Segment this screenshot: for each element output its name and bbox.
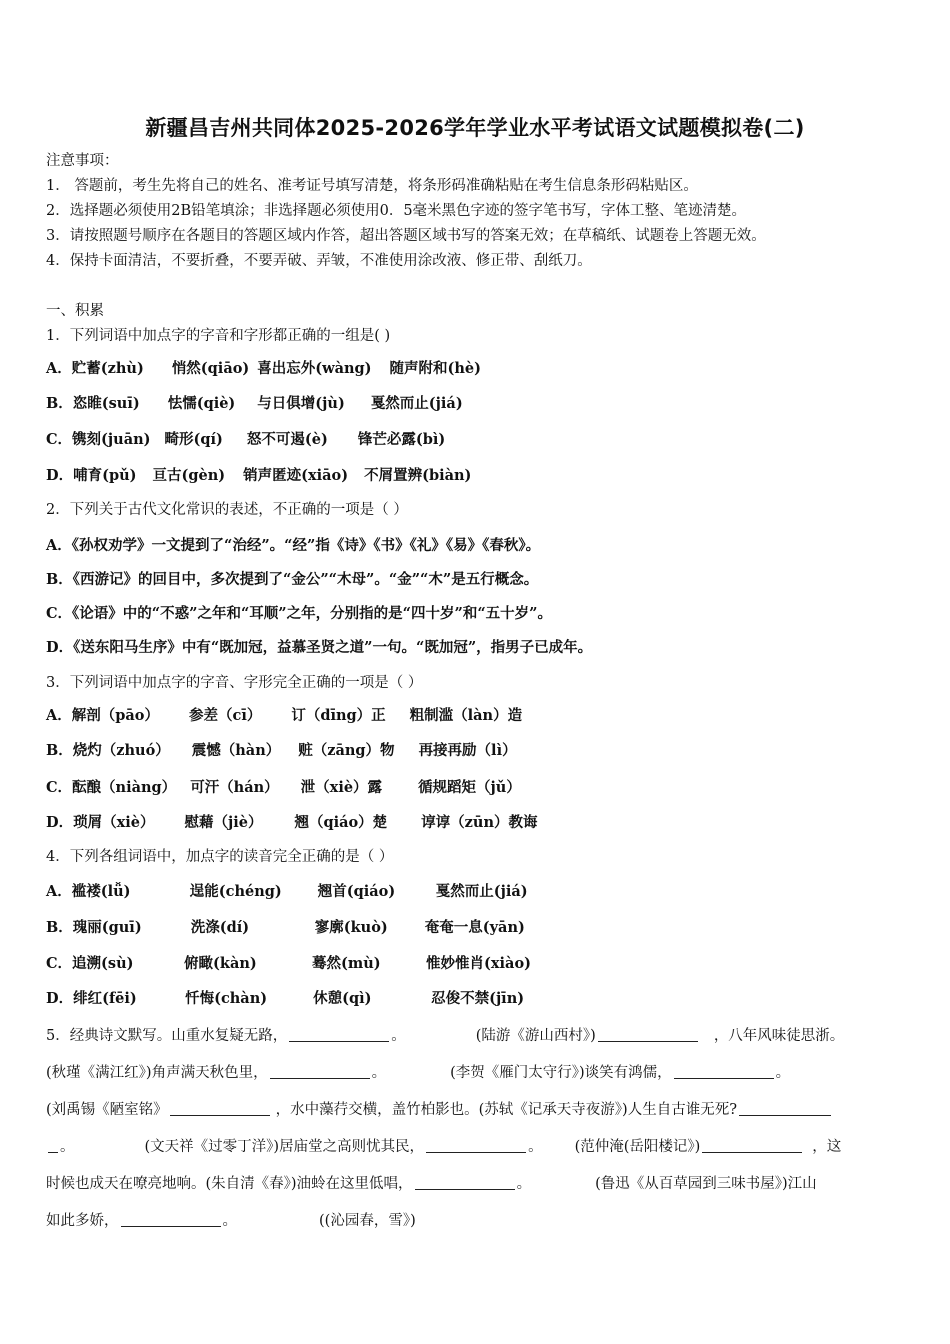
q5-text: (陆游《游山西村》) — [475, 1028, 596, 1044]
option-term: 泄（xiè）露 — [300, 779, 383, 796]
q4-option-b[interactable] — [46, 917, 525, 939]
option-term: 哺育(pǔ) — [73, 467, 137, 484]
answer-blank[interactable] — [289, 1027, 389, 1042]
option-term: 镌刻(juān) — [72, 431, 151, 448]
section-heading: 一、积累 — [46, 303, 104, 319]
option-letter: D． — [46, 467, 74, 484]
q5-line-1 — [46, 1025, 844, 1047]
q2-option-d[interactable]: D．《送东阳马生序》中有“既加冠，益慕圣贤之道”一句。“既加冠”，指男子已成年。 — [46, 639, 593, 656]
option-letter: D． — [46, 814, 74, 831]
q1-option-b[interactable] — [46, 393, 463, 415]
q5-text: 。 — [60, 1139, 75, 1155]
q5-text: (秋瑾《满江红》)角声满天秋色里， — [46, 1065, 268, 1081]
q5-text: 。 — [391, 1028, 406, 1044]
option-letter: C． — [46, 955, 73, 972]
option-term: 蓦然(mù) — [312, 955, 381, 972]
option-term: 俯瞰(kàn) — [184, 955, 257, 972]
option-term: 可汗（hán） — [190, 779, 279, 796]
option-term: 参差（cī） — [188, 707, 262, 724]
option-term: 忍俊不禁(jīn) — [431, 990, 525, 1007]
option-letter: B． — [46, 919, 73, 936]
option-term: 戛然而止(jiá) — [370, 395, 463, 412]
answer-blank[interactable] — [598, 1027, 698, 1042]
option-term: 怒不可遏(è) — [246, 431, 328, 448]
option-letter: B． — [46, 395, 73, 412]
q2-option-c[interactable]: C．《论语》中的“不惑”之年和“耳顺”之年，分别指的是“四十岁”和“五十岁”。 — [46, 605, 553, 622]
q1-option-c[interactable] — [46, 429, 445, 451]
option-term: 循规蹈矩（jǔ） — [418, 779, 521, 796]
option-term: 戛然而止(jiá) — [435, 883, 528, 900]
notice-item-2: 2．选择题必须使用2B铅笔填涂；非选择题必须使用0．5毫米黑色字迹的签字笔书写，字体工整、笔迹清楚。 — [46, 203, 747, 219]
q3-option-d[interactable] — [46, 812, 538, 834]
q5-line-4 — [46, 1136, 841, 1158]
q5-text: 。 — [222, 1213, 237, 1229]
q4-option-a[interactable] — [46, 881, 528, 903]
q5-line-6 — [46, 1210, 416, 1232]
option-term: 锋芒必露(bì) — [357, 431, 446, 448]
option-letter: C． — [46, 779, 73, 796]
option-letter: A． — [46, 360, 72, 377]
option-term: 亘古(gèn) — [152, 467, 226, 484]
q2-option-a[interactable]: A．《孙权劝学》一文提到了“治经”。“经”指《诗》《书》《礼》《易》《春秋》。 — [46, 537, 541, 554]
q5-text: ，水中藻荇交横，盖竹柏影也。(苏轼《记承天寺夜游》)人生自古谁无死? — [275, 1102, 737, 1118]
q1-option-a[interactable] — [46, 358, 481, 380]
option-term: 随声附和(hè) — [389, 360, 482, 377]
answer-blank[interactable] — [270, 1064, 370, 1079]
option-term: 寥廓(kuò) — [314, 919, 388, 936]
option-term: 慰藉（jiè） — [184, 814, 263, 831]
option-term: 忏悔(chàn) — [185, 990, 268, 1007]
q5-text: ((沁园春，雪》) — [319, 1213, 416, 1229]
option-letter: D． — [46, 990, 74, 1007]
q4-option-d[interactable] — [46, 988, 524, 1010]
q5-line-2 — [46, 1062, 790, 1084]
q5-text: (范仲淹(岳阳楼记》) — [574, 1139, 701, 1155]
q5-text: 。 — [371, 1065, 387, 1081]
q4-option-c[interactable] — [46, 953, 531, 975]
option-letter: C． — [46, 431, 73, 448]
option-letter: A． — [46, 883, 72, 900]
option-term: 翘首(qiáo) — [317, 883, 396, 900]
answer-blank[interactable] — [739, 1101, 831, 1116]
option-term: 喜出忘外(wàng) — [257, 360, 372, 377]
q5-text: 。 — [775, 1065, 791, 1081]
q2-stem: 2．下列关于古代文化常识的表述，不正确的一项是（ ） — [46, 502, 408, 518]
answer-blank[interactable] — [426, 1138, 526, 1153]
option-term: 洗涤(dí) — [190, 919, 250, 936]
q5-text: 。 — [516, 1176, 532, 1192]
q3-stem: 3．下列词语中加点字的字音、字形完全正确的一项是（ ） — [46, 675, 423, 691]
q5-line-5 — [46, 1173, 817, 1195]
option-term: 解剖（pāo） — [71, 707, 159, 724]
option-term: 绯红(fēi) — [73, 990, 137, 1007]
option-term: 褴褛(lǚ) — [71, 883, 131, 900]
option-term: 谆谆（zūn）教诲 — [421, 814, 538, 831]
option-term: 琐屑（xiè） — [73, 814, 155, 831]
option-term: 惟妙惟肖(xiào) — [426, 955, 531, 972]
q3-option-b[interactable] — [46, 740, 517, 762]
option-term: 畸形(qí) — [164, 431, 223, 448]
option-letter: A． — [46, 707, 72, 724]
q4-stem: 4．下列各组词语中，加点字的读音完全正确的是（ ） — [46, 849, 394, 865]
option-term: 追溯(sù) — [72, 955, 134, 972]
notice-item-1: 1． 答题前，考生先将自己的姓名、准考证号填写清楚，将条形码准确粘贴在考生信息条形码粘贴区。 — [46, 178, 698, 194]
q5-text: (文天祥《过零丁洋》)居庙堂之高则忧其民， — [144, 1139, 425, 1155]
answer-blank[interactable] — [121, 1212, 221, 1227]
page-title: 新疆昌吉州共同体2025-2026学年学业水平考试语文试题模拟卷(二) — [145, 116, 805, 140]
option-term: 休憩(qì) — [313, 990, 372, 1007]
q1-option-d[interactable] — [46, 465, 471, 487]
answer-blank[interactable] — [674, 1064, 774, 1079]
option-term: 再接再励（lì） — [418, 742, 517, 759]
option-term: 赃（zāng）物 — [298, 742, 395, 759]
option-letter: B． — [46, 742, 73, 759]
q5-text: 5．经典诗文默写。山重水复疑无路， — [46, 1028, 288, 1044]
q5-text: 如此多娇， — [46, 1213, 119, 1229]
option-term: 翘（qiáo）楚 — [294, 814, 388, 831]
q5-text: (鲁迅《从百草园到三味书屋》)江山 — [595, 1176, 817, 1192]
notice-item-4: 4．保持卡面清洁，不要折叠，不要弄破、弄皱，不准使用涂改液、修正带、刮纸刀。 — [46, 253, 592, 269]
notice-item-3: 3．请按照题号顺序在各题目的答题区域内作答，超出答题区域书写的答案无效；在草稿纸、试题卷上答题无效。 — [46, 228, 766, 244]
option-term: 订（dīng）正 — [291, 707, 386, 724]
option-term: 酝酿（niàng） — [72, 779, 177, 796]
answer-blank[interactable] — [415, 1175, 515, 1190]
q1-stem: 1．下列词语中加点字的字音和字形都正确的一组是( ) — [46, 328, 391, 344]
option-term: 悄然(qiāo) — [171, 360, 250, 377]
option-term: 逞能(chéng) — [189, 883, 282, 900]
q2-option-b[interactable]: B．《西游记》的回目中，多次提到了“金公”“木母”。“金”“木”是五行概念。 — [46, 571, 539, 588]
option-term: 奄奄一息(yān) — [424, 919, 525, 936]
option-term: 粗制滥（làn）造 — [409, 707, 523, 724]
notice-heading: 注意事项： — [46, 153, 119, 169]
option-term: 与日俱增(jù) — [257, 395, 345, 412]
option-term: 瑰丽(guī) — [72, 919, 142, 936]
option-term: 怯懦(qiè) — [167, 395, 236, 412]
q5-text: 时候也成天在嘹亮地响。(朱自清《春》)油蛉在这里低唱， — [46, 1176, 413, 1192]
option-term: 震憾（hàn） — [191, 742, 281, 759]
q5-text: (李贺《雁门太守行》)谈笑有鸿儒， — [450, 1065, 672, 1081]
option-term: 烧灼（zhuó） — [72, 742, 170, 759]
q5-text: ，八年风味徒思浙。 — [713, 1028, 845, 1044]
option-term: 恣睢(suī) — [72, 395, 140, 412]
answer-blank[interactable] — [48, 1138, 58, 1153]
option-term: 贮蓄(zhù) — [71, 360, 144, 377]
q3-option-c[interactable] — [46, 777, 521, 799]
q3-option-a[interactable] — [46, 705, 522, 727]
q5-text: ，这 — [812, 1139, 842, 1155]
q5-text: (刘禹锡《陋室铭》 — [46, 1102, 168, 1118]
q5-text: 。 — [528, 1139, 543, 1155]
option-term: 不屑置辨(biàn) — [364, 467, 472, 484]
answer-blank[interactable] — [702, 1138, 802, 1153]
answer-blank[interactable] — [170, 1101, 270, 1116]
q5-line-3 — [46, 1099, 833, 1121]
option-term: 销声匿迹(xiāo) — [243, 467, 349, 484]
